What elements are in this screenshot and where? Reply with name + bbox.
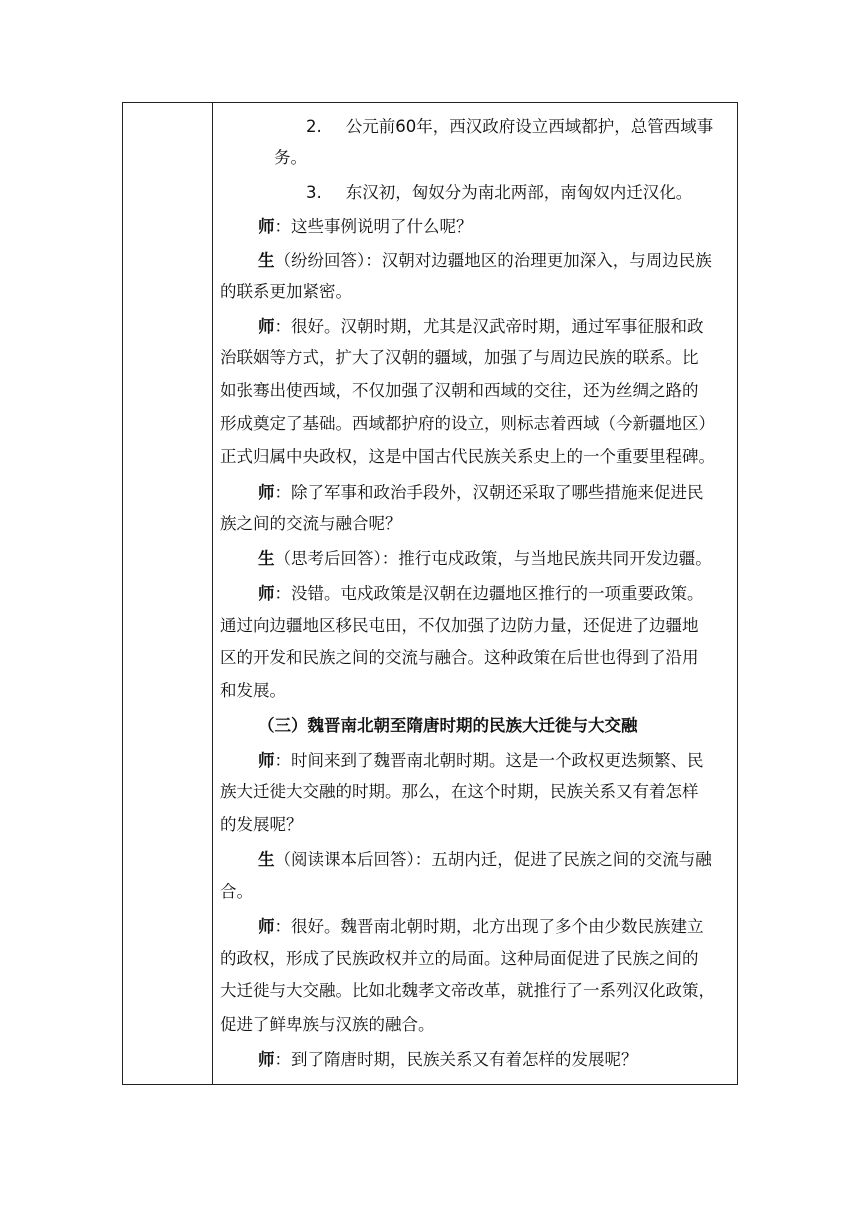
list-number: 3. [306,183,322,202]
paragraph-teacher: 师：没错。屯戍政策是汉朝在边疆地区推行的一项重要政策。 [258,584,704,603]
list-text: 公元前60年，西汉政府设立西域都护，总管西域事 [345,117,714,136]
paragraph-student: 生（阅读课本后回答）：五胡内迁，促进了民族之间的交流与融 [258,850,712,869]
paragraph-line: 的发展呢？ [220,815,303,834]
paragraph-line: 通过向边疆地区移民屯田，不仅加强了边防力量，还促进了边疆地 [220,616,699,635]
paragraph-line: 正式归属中央政权，这是中国古代民族关系史上的一个重要里程碑。 [220,447,715,466]
paragraph-line: 和发展。 [220,681,286,700]
paragraph-student: 生（思考后回答）：推行屯戍政策，与当地民族共同开发边疆。 [258,549,712,568]
paragraph-line: 的政权，形成了民族政权并立的局面。这种局面促进了民族之间的 [220,949,699,968]
speaker-label: 师 [258,917,275,936]
section-heading: （三）魏晋南北朝至隋唐时期的民族大迁徙与大交融 [258,716,638,735]
list-text: 东汉初，匈奴分为南北两部，南匈奴内迁汉化。 [345,183,693,202]
paragraph-line: 如张骞出使西域，不仅加强了汉朝和西域的交往，还为丝绸之路的 [220,381,699,400]
list-number: 2. [306,117,322,136]
paragraph-student: 生（纷纷回答）：汉朝对边疆地区的治理更加深入，与周边民族 [258,251,712,270]
paragraph-teacher: 师：到了隋唐时期，民族关系又有着怎样的发展呢？ [258,1050,638,1069]
paragraph-teacher: 师：这些事例说明了什么呢？ [258,217,473,236]
paragraph-line: 形成奠定了基础。西域都护府的设立，则标志着西域（今新疆地区） [220,414,715,433]
table-left-column [123,103,213,1084]
speaker-label: 生 [258,549,275,568]
lesson-table [122,102,738,1085]
paragraph-line: 合。 [220,882,253,901]
paragraph-teacher: 师：除了军事和政治手段外，汉朝还采取了哪些措施来促进民 [258,483,704,502]
list-item-3 [306,183,692,203]
speaker-label: 师 [258,317,275,336]
speaker-label: 师 [258,217,275,236]
speaker-label: 师 [258,584,275,603]
paragraph-line: 治联姻等方式，扩大了汉朝的疆域，加强了与周边民族的联系。比 [220,348,699,367]
speaker-label: 师 [258,1050,275,1069]
paragraph-line: 族大迁徙大交融的时期。那么，在这个时期，民族关系又有着怎样 [220,782,699,801]
paragraph-line: 促进了鲜卑族与汉族的融合。 [220,1015,435,1034]
paragraph-teacher: 师：很好。魏晋南北朝时期，北方出现了多个由少数民族建立 [258,917,704,936]
paragraph-line: 的联系更加紧密。 [220,282,352,301]
list-item-2 [306,117,713,137]
paragraph-line: 区的开发和民族之间的交流与融合。这种政策在后世也得到了沿用 [220,648,699,667]
paragraph-teacher: 师：很好。汉朝时期，尤其是汉武帝时期，通过军事征服和政 [258,317,704,336]
speaker-label: 师 [258,751,275,770]
paragraph-line: 大迁徙与大交融。比如北魏孝文帝改革，就推行了一系列汉化政策， [220,981,715,1000]
list-item-2-cont: 务。 [274,148,307,167]
speaker-label: 生 [258,251,275,270]
speaker-label: 生 [258,850,275,869]
speaker-label: 师 [258,483,275,502]
paragraph-teacher: 师：时间来到了魏晋南北朝时期。这是一个政权更迭频繁、民 [258,751,704,770]
paragraph-line: 族之间的交流与融合呢？ [220,514,402,533]
